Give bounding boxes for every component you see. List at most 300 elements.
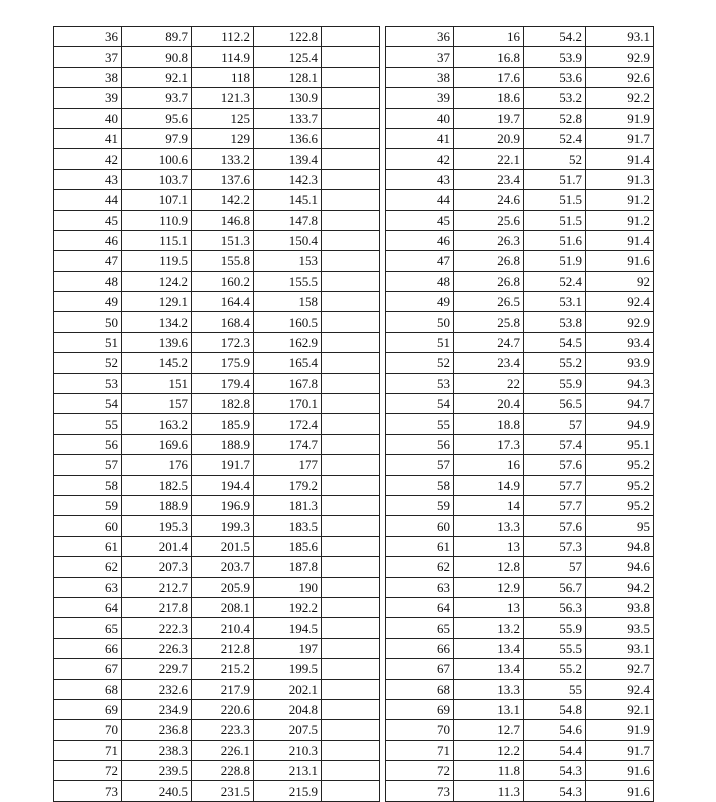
table-cell: 53.1 (524, 292, 586, 312)
row-index-cell: 67 (386, 659, 454, 679)
table-cell (322, 679, 380, 699)
table-cell: 179.4 (192, 373, 254, 393)
row-index-cell: 55 (386, 414, 454, 434)
table-cell: 199.3 (192, 516, 254, 536)
table-row (54, 210, 380, 230)
table-cell: 236.8 (122, 720, 192, 740)
row-index-cell: 43 (54, 169, 122, 189)
table-cell (322, 67, 380, 87)
table-cell: 92.7 (586, 659, 654, 679)
row-index-cell: 71 (386, 740, 454, 760)
table-cell: 146.8 (192, 210, 254, 230)
table-cell: 188.9 (192, 434, 254, 454)
table-cell (322, 557, 380, 577)
table-row (386, 353, 654, 373)
table-cell: 54.3 (524, 761, 586, 781)
table-row (386, 230, 654, 250)
row-index-cell: 47 (54, 251, 122, 271)
row-index-cell: 41 (54, 128, 122, 148)
row-index-cell: 72 (54, 761, 122, 781)
table-row (54, 230, 380, 250)
row-index-cell: 68 (386, 679, 454, 699)
table-cell: 13.2 (454, 618, 524, 638)
table-cell: 97.9 (122, 128, 192, 148)
row-index-cell: 59 (386, 495, 454, 515)
table-row (54, 312, 380, 332)
table-cell: 199.5 (254, 659, 322, 679)
table-cell: 155.5 (254, 271, 322, 291)
table-cell: 112.2 (192, 27, 254, 47)
table-cell: 95.6 (122, 108, 192, 128)
table-row (386, 577, 654, 597)
table-cell: 26.8 (454, 251, 524, 271)
table-cell: 23.4 (454, 169, 524, 189)
table-row (54, 577, 380, 597)
table-cell (322, 597, 380, 617)
table-cell: 12.2 (454, 740, 524, 760)
table-cell (322, 495, 380, 515)
table-cell: 164.4 (192, 292, 254, 312)
table-cell: 54.4 (524, 740, 586, 760)
table-row (54, 557, 380, 577)
row-index-cell: 64 (386, 597, 454, 617)
table-cell: 54.5 (524, 332, 586, 352)
table-row (54, 618, 380, 638)
table-cell: 54.8 (524, 699, 586, 719)
table-cell: 91.6 (586, 251, 654, 271)
table-row (386, 761, 654, 781)
table-cell: 53.9 (524, 47, 586, 67)
table-cell (322, 108, 380, 128)
table-cell: 94.2 (586, 577, 654, 597)
table-cell: 182.5 (122, 475, 192, 495)
table-row (386, 414, 654, 434)
table-row (386, 149, 654, 169)
table-cell: 95 (586, 516, 654, 536)
table-row (386, 679, 654, 699)
table-cell: 91.4 (586, 149, 654, 169)
table-cell: 238.3 (122, 740, 192, 760)
row-index-cell: 38 (54, 67, 122, 87)
table-cell: 167.8 (254, 373, 322, 393)
row-index-cell: 50 (386, 312, 454, 332)
table-row (386, 373, 654, 393)
table-cell (322, 353, 380, 373)
table-row (54, 597, 380, 617)
table-cell (322, 475, 380, 495)
table-cell: 23.4 (454, 353, 524, 373)
table-cell (322, 373, 380, 393)
table-cell: 93.7 (122, 88, 192, 108)
table-row (386, 495, 654, 515)
table-cell: 110.9 (122, 210, 192, 230)
table-cell (322, 577, 380, 597)
table-cell: 182.8 (192, 394, 254, 414)
row-index-cell: 41 (386, 128, 454, 148)
row-index-cell: 71 (54, 740, 122, 760)
table-cell: 92.6 (586, 67, 654, 87)
row-index-cell: 60 (54, 516, 122, 536)
table-row (54, 740, 380, 760)
table-cell: 175.9 (192, 353, 254, 373)
row-index-cell: 56 (386, 434, 454, 454)
table-cell: 18.6 (454, 88, 524, 108)
table-cell: 13.3 (454, 679, 524, 699)
table-cell: 13 (454, 536, 524, 556)
table-cell (322, 149, 380, 169)
table-cell: 124.2 (122, 271, 192, 291)
table-cell: 151 (122, 373, 192, 393)
table-cell: 92.9 (586, 47, 654, 67)
table-row (54, 516, 380, 536)
table-cell: 195.3 (122, 516, 192, 536)
row-index-cell: 55 (54, 414, 122, 434)
table-cell: 134.2 (122, 312, 192, 332)
right-data-table (385, 26, 654, 802)
table-cell: 57.4 (524, 434, 586, 454)
row-index-cell: 65 (54, 618, 122, 638)
row-index-cell: 70 (54, 720, 122, 740)
table-cell: 51.5 (524, 210, 586, 230)
table-row (54, 455, 380, 475)
table-cell: 91.7 (586, 740, 654, 760)
table-cell (322, 699, 380, 719)
table-cell: 179.2 (254, 475, 322, 495)
table-cell: 57.7 (524, 495, 586, 515)
table-cell: 93.8 (586, 597, 654, 617)
table-row (54, 88, 380, 108)
table-cell: 205.9 (192, 577, 254, 597)
table-row (386, 455, 654, 475)
table-row (386, 332, 654, 352)
row-index-cell: 44 (54, 190, 122, 210)
row-index-cell: 50 (54, 312, 122, 332)
row-index-cell: 46 (386, 230, 454, 250)
table-cell: 139.4 (254, 149, 322, 169)
table-cell: 26.3 (454, 230, 524, 250)
table-cell (322, 740, 380, 760)
table-cell: 122.8 (254, 27, 322, 47)
table-cell: 103.7 (122, 169, 192, 189)
table-cell: 222.3 (122, 618, 192, 638)
row-index-cell: 49 (54, 292, 122, 312)
table-cell: 11.8 (454, 761, 524, 781)
table-cell: 210.4 (192, 618, 254, 638)
table-cell: 56.7 (524, 577, 586, 597)
table-cell: 119.5 (122, 251, 192, 271)
row-index-cell: 58 (386, 475, 454, 495)
row-index-cell: 51 (386, 332, 454, 352)
table-cell: 160.5 (254, 312, 322, 332)
table-cell: 92.2 (586, 88, 654, 108)
table-cell: 203.7 (192, 557, 254, 577)
table-cell (322, 128, 380, 148)
table-cell: 229.7 (122, 659, 192, 679)
table-cell: 210.3 (254, 740, 322, 760)
table-cell: 194.5 (254, 618, 322, 638)
table-cell (322, 27, 380, 47)
row-index-cell: 54 (54, 394, 122, 414)
table-cell: 57 (524, 414, 586, 434)
row-index-cell: 53 (54, 373, 122, 393)
table-cell: 190 (254, 577, 322, 597)
table-cell: 17.3 (454, 434, 524, 454)
table-cell: 217.8 (122, 597, 192, 617)
table-row (54, 536, 380, 556)
table-cell: 57.7 (524, 475, 586, 495)
table-row (54, 495, 380, 515)
table-cell: 169.6 (122, 434, 192, 454)
table-cell: 54.3 (524, 781, 586, 801)
table-cell: 95.2 (586, 495, 654, 515)
table-cell (322, 434, 380, 454)
table-cell (322, 251, 380, 271)
table-cell: 181.3 (254, 495, 322, 515)
row-index-cell: 58 (54, 475, 122, 495)
table-row (386, 557, 654, 577)
row-index-cell: 68 (54, 679, 122, 699)
table-cell: 91.2 (586, 210, 654, 230)
table-cell: 20.4 (454, 394, 524, 414)
table-cell: 91.6 (586, 781, 654, 801)
table-cell: 168.4 (192, 312, 254, 332)
table-cell: 142.3 (254, 169, 322, 189)
table-cell: 128.1 (254, 67, 322, 87)
table-row (386, 516, 654, 536)
table-cell: 223.3 (192, 720, 254, 740)
table-row (54, 414, 380, 434)
table-cell: 191.7 (192, 455, 254, 475)
table-row (386, 536, 654, 556)
table-row (386, 210, 654, 230)
table-row (54, 394, 380, 414)
row-index-cell: 61 (54, 536, 122, 556)
table-cell: 53.8 (524, 312, 586, 332)
table-cell: 100.6 (122, 149, 192, 169)
row-index-cell: 63 (386, 577, 454, 597)
row-index-cell: 36 (386, 27, 454, 47)
table-cell: 55.2 (524, 353, 586, 373)
table-row (54, 720, 380, 740)
table-cell: 94.8 (586, 536, 654, 556)
table-cell: 55.9 (524, 618, 586, 638)
table-cell: 53.6 (524, 67, 586, 87)
table-row (386, 475, 654, 495)
table-cell: 53.2 (524, 88, 586, 108)
table-cell: 91.4 (586, 230, 654, 250)
table-cell: 56.5 (524, 394, 586, 414)
table-row (54, 699, 380, 719)
table-cell: 94.3 (586, 373, 654, 393)
table-cell: 94.6 (586, 557, 654, 577)
table-cell: 185.9 (192, 414, 254, 434)
table-cell: 183.5 (254, 516, 322, 536)
row-index-cell: 40 (386, 108, 454, 128)
table-cell: 90.8 (122, 47, 192, 67)
table-cell: 129 (192, 128, 254, 148)
table-cell: 20.9 (454, 128, 524, 148)
table-cell: 220.6 (192, 699, 254, 719)
table-cell: 92.1 (122, 67, 192, 87)
table-cell: 13.4 (454, 638, 524, 658)
table-cell: 92.9 (586, 312, 654, 332)
table-cell: 201.5 (192, 536, 254, 556)
table-cell: 18.8 (454, 414, 524, 434)
table-cell: 24.6 (454, 190, 524, 210)
row-index-cell: 54 (386, 394, 454, 414)
table-cell: 91.3 (586, 169, 654, 189)
row-index-cell: 40 (54, 108, 122, 128)
table-cell: 107.1 (122, 190, 192, 210)
table-cell: 215.2 (192, 659, 254, 679)
table-cell (322, 394, 380, 414)
table-cell: 56.3 (524, 597, 586, 617)
table-row (386, 47, 654, 67)
table-row (54, 475, 380, 495)
table-cell (322, 88, 380, 108)
table-cell: 133.2 (192, 149, 254, 169)
table-cell: 57.6 (524, 455, 586, 475)
row-index-cell: 57 (386, 455, 454, 475)
table-cell: 13.3 (454, 516, 524, 536)
table-cell: 14 (454, 495, 524, 515)
table-cell: 51.6 (524, 230, 586, 250)
table-cell: 215.9 (254, 781, 322, 801)
table-cell: 93.4 (586, 332, 654, 352)
table-cell: 13.4 (454, 659, 524, 679)
table-cell: 13 (454, 597, 524, 617)
table-cell: 136.6 (254, 128, 322, 148)
table-cell: 207.5 (254, 720, 322, 740)
table-row (54, 128, 380, 148)
table-row (54, 169, 380, 189)
table-cell: 52.8 (524, 108, 586, 128)
table-cell: 118 (192, 67, 254, 87)
table-cell: 172.3 (192, 332, 254, 352)
table-cell: 92.1 (586, 699, 654, 719)
row-index-cell: 37 (386, 47, 454, 67)
table-cell: 213.1 (254, 761, 322, 781)
row-index-cell: 69 (386, 699, 454, 719)
table-cell: 177 (254, 455, 322, 475)
table-cell: 51.5 (524, 190, 586, 210)
table-cell: 52.4 (524, 128, 586, 148)
table-cell: 51.7 (524, 169, 586, 189)
table-cell: 158 (254, 292, 322, 312)
table-cell: 196.9 (192, 495, 254, 515)
table-cell: 54.2 (524, 27, 586, 47)
table-cell: 22.1 (454, 149, 524, 169)
table-cell: 22 (454, 373, 524, 393)
table-cell: 11.3 (454, 781, 524, 801)
table-cell: 153 (254, 251, 322, 271)
table-cell: 16 (454, 27, 524, 47)
row-index-cell: 57 (54, 455, 122, 475)
table-cell: 91.9 (586, 720, 654, 740)
table-row (386, 108, 654, 128)
left-table-body (54, 27, 380, 802)
table-cell: 129.1 (122, 292, 192, 312)
table-row (386, 271, 654, 291)
row-index-cell: 52 (54, 353, 122, 373)
table-row (386, 88, 654, 108)
table-row (54, 251, 380, 271)
table-cell: 142.2 (192, 190, 254, 210)
table-cell: 226.3 (122, 638, 192, 658)
table-cell: 55.2 (524, 659, 586, 679)
table-cell: 234.9 (122, 699, 192, 719)
table-cell: 130.9 (254, 88, 322, 108)
table-row (54, 271, 380, 291)
table-row (386, 638, 654, 658)
table-cell: 92.4 (586, 292, 654, 312)
table-row (54, 292, 380, 312)
row-index-cell: 66 (386, 638, 454, 658)
table-row (386, 740, 654, 760)
table-row (54, 190, 380, 210)
table-cell: 91.6 (586, 761, 654, 781)
table-cell: 188.9 (122, 495, 192, 515)
row-index-cell: 59 (54, 495, 122, 515)
table-cell: 52.4 (524, 271, 586, 291)
table-row (386, 251, 654, 271)
table-cell: 197 (254, 638, 322, 658)
row-index-cell: 42 (386, 149, 454, 169)
table-cell (322, 455, 380, 475)
table-cell: 94.7 (586, 394, 654, 414)
table-cell: 16 (454, 455, 524, 475)
table-cell (322, 720, 380, 740)
table-cell: 92 (586, 271, 654, 291)
table-cell (322, 312, 380, 332)
table-cell (322, 781, 380, 801)
table-row (54, 659, 380, 679)
table-row (386, 312, 654, 332)
table-row (54, 67, 380, 87)
table-cell: 89.7 (122, 27, 192, 47)
table-cell: 137.6 (192, 169, 254, 189)
row-index-cell: 66 (54, 638, 122, 658)
table-cell: 240.5 (122, 781, 192, 801)
table-cell: 231.5 (192, 781, 254, 801)
row-index-cell: 36 (54, 27, 122, 47)
table-row (54, 332, 380, 352)
table-row (386, 128, 654, 148)
table-cell: 151.3 (192, 230, 254, 250)
table-cell (322, 190, 380, 210)
table-row (386, 394, 654, 414)
table-cell (322, 761, 380, 781)
row-index-cell: 73 (386, 781, 454, 801)
table-cell: 114.9 (192, 47, 254, 67)
row-index-cell: 51 (54, 332, 122, 352)
row-index-cell: 45 (386, 210, 454, 230)
table-cell: 12.9 (454, 577, 524, 597)
row-index-cell: 47 (386, 251, 454, 271)
table-cell: 25.6 (454, 210, 524, 230)
table-cell: 170.1 (254, 394, 322, 414)
table-cell: 163.2 (122, 414, 192, 434)
table-cell: 204.8 (254, 699, 322, 719)
row-index-cell: 70 (386, 720, 454, 740)
table-cell: 91.2 (586, 190, 654, 210)
table-cell: 54.6 (524, 720, 586, 740)
row-index-cell: 45 (54, 210, 122, 230)
table-cell: 55 (524, 679, 586, 699)
table-cell: 12.7 (454, 720, 524, 740)
table-cell: 201.4 (122, 536, 192, 556)
table-cell: 150.4 (254, 230, 322, 250)
